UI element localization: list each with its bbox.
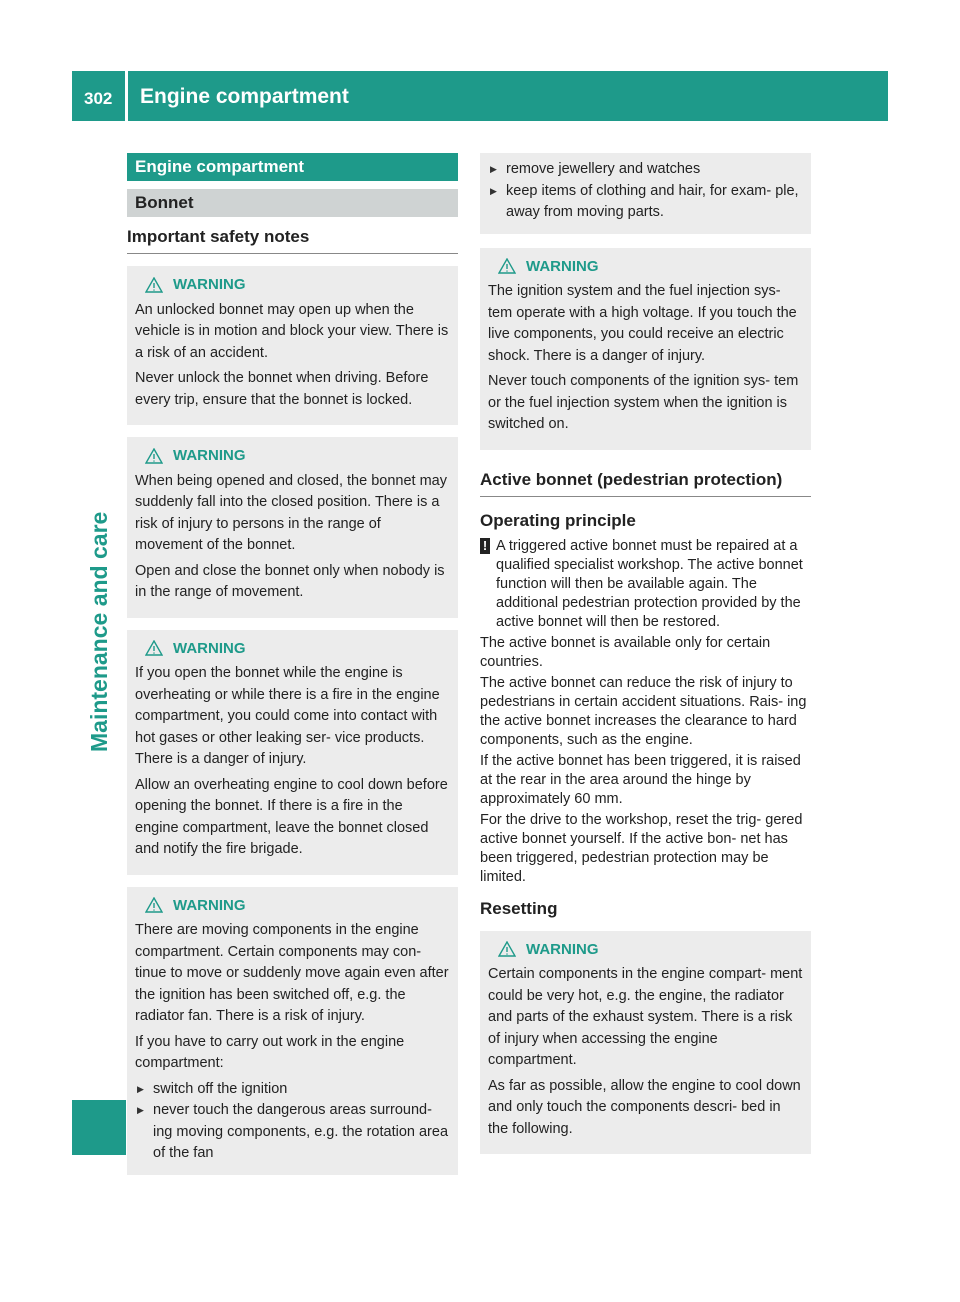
- page-header: [72, 71, 888, 121]
- warning-text: If you have to carry out work in the engine compartment:: [135, 1033, 405, 1071]
- warning-header: [135, 638, 450, 660]
- warning-list: [135, 1079, 450, 1165]
- warning-text: Never unlock the bonnet when driving. Before every trip, ensure that the bonnet is locked.: [135, 370, 429, 408]
- left-column: [127, 153, 458, 1175]
- warning-triangle-icon: [145, 448, 163, 464]
- list-item: ▶ keep items of clothing and hair, for exam- ple, away from moving parts.: [488, 181, 803, 224]
- warning-header: [135, 445, 450, 467]
- warning-text: An unlocked bonnet may open up when the vehicle is in motion and block your view. There is a risk of an accident.: [135, 301, 449, 361]
- warning-triangle-icon: [145, 277, 163, 293]
- warning-text: When being opened and closed, the bonnet may suddenly fall into the closed position. There is a risk of injury to persons in the range of movement of the bonnet.: [135, 472, 447, 553]
- warning-box-2: [127, 437, 458, 618]
- subsection-title: Bonnet: [127, 189, 458, 217]
- exclamation-icon: !: [480, 538, 490, 554]
- operating-principle-heading: Operating principle: [480, 510, 636, 530]
- note-text: A triggered active bonnet must be repaired at a qualified specialist workshop. The active bonnet function will then be available again. The additional pedestrian protection provided by the active bonnet will then be restored.: [496, 537, 803, 630]
- body-paragraph: For the drive to the workshop, reset the trig- gered active bonnet yourself. If the active bon- net has been triggered, pedestrian protection may be limited.: [480, 811, 803, 885]
- warning-text: Allow an overheating engine to cool down before opening the bonnet. If there is a fire in the engine compartment, leave the bonnet closed and notify the fire brigade.: [135, 776, 448, 857]
- warning-text: There are moving components in the engine compartment. Certain components may con- tinue to move or suddenly move again even after the ignition has been switched off, e.g. the radiator fan. There is a risk of injury.: [135, 922, 449, 1024]
- side-tab-block: [72, 1100, 126, 1155]
- warning-label: WARNING: [173, 639, 246, 657]
- section-title: Engine compartment: [127, 153, 458, 181]
- warning-triangle-icon: [145, 640, 163, 656]
- active-bonnet-heading: Active bonnet (pedestrian protection): [480, 470, 811, 497]
- warning-text: Open and close the bonnet only when nobody is in the range of movement.: [135, 562, 445, 600]
- right-column: [480, 153, 811, 1154]
- safety-heading: Important safety notes: [127, 227, 458, 254]
- note: [480, 537, 811, 632]
- warning-label: WARNING: [526, 940, 599, 958]
- warning-triangle-icon: [498, 941, 516, 957]
- warning-header: [488, 256, 803, 278]
- body-paragraph: The active bonnet can reduce the risk of injury to pedestrians in certain accident situations. Rais- ing the active bonnet increases the clearance to hard components, such as the engine.: [480, 674, 807, 748]
- warning-header: [135, 895, 450, 917]
- body-paragraph: If the active bonnet has been triggered, it is raised at the rear in the area around the hinge by approximately 60 mm.: [480, 752, 801, 807]
- resetting-heading: Resetting: [480, 898, 558, 918]
- warning-text: The ignition system and the fuel injection sys- tem operate with a high voltage. If you touch the live components, you could receive an electric shock. There is a danger of injury.: [488, 283, 797, 364]
- body-paragraph: The active bonnet is available only for certain countries.: [480, 634, 771, 670]
- warning-label: WARNING: [526, 257, 599, 275]
- warning-header: [135, 274, 450, 296]
- warning-text: If you open the bonnet while the engine is overheating or while there is a fire in the engine compartment, you could come into contact with hot gases or other leaking ser- vice products. There is a danger of injury.: [135, 665, 440, 767]
- warning-box-4: [127, 887, 458, 1175]
- list-item: ▶ remove jewellery and watches: [488, 159, 803, 181]
- warning-text: Certain components in the engine compart- ment could be very hot, e.g. the engine, the radiator and parts of the exhaust system. There is a risk of injury when accessing the engine compartment.: [488, 966, 803, 1068]
- header-divider: [125, 71, 128, 121]
- page-number: 302: [84, 89, 113, 108]
- page-title: Engine compartment: [140, 85, 349, 108]
- warning-box-3: [127, 630, 458, 875]
- warning-box-1: [127, 266, 458, 425]
- warning-triangle-icon: [145, 897, 163, 913]
- warning-label: WARNING: [173, 276, 246, 293]
- warning-label: WARNING: [173, 447, 246, 464]
- warning-box-reset: [480, 931, 811, 1155]
- warning-list: [488, 159, 803, 224]
- warning-text: Never touch components of the ignition sys- tem or the fuel injection system when the ignition is switched on.: [488, 373, 799, 432]
- warning-box-ignition: [480, 248, 811, 450]
- side-tab-label: Maintenance and care: [86, 511, 112, 752]
- warning-triangle-icon: [498, 258, 516, 274]
- list-item: ▶ switch off the ignition: [135, 1079, 450, 1101]
- warning-header: [488, 939, 803, 961]
- warning-text: As far as possible, allow the engine to cool down and only touch the components descri- bed in the following.: [488, 1077, 801, 1137]
- warning-box-continued: [480, 153, 811, 234]
- list-item: ▶ never touch the dangerous areas surround- ing moving components, e.g. the rotation area of the fan: [135, 1100, 450, 1165]
- warning-label: WARNING: [173, 896, 246, 914]
